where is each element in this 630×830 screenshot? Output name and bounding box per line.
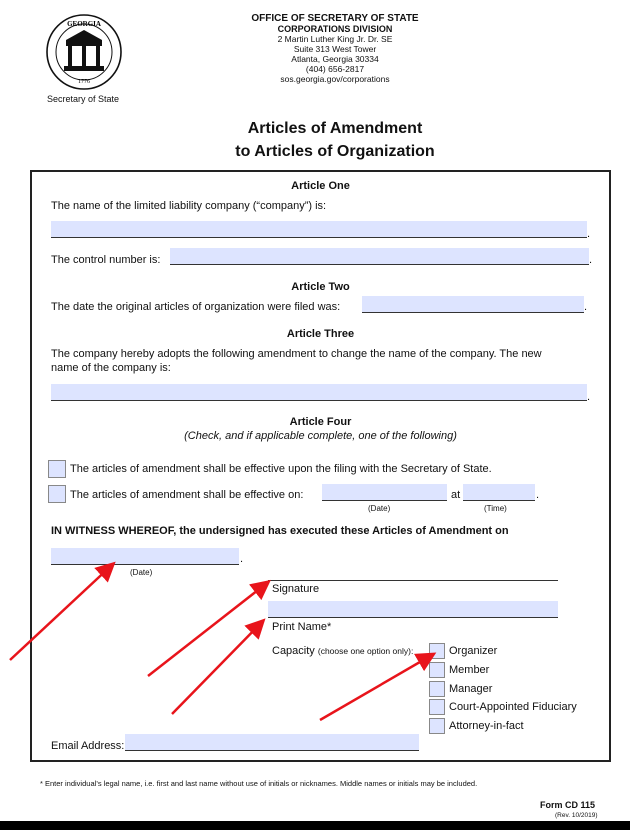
address-line-3: Atlanta, Georgia 30334 [291, 54, 379, 64]
article-three-heading: Article Three [286, 328, 355, 340]
effective-on-filing-label: The articles of amendment shall be effective upon the filing with the Secretary of State. [70, 463, 492, 475]
arrow-to-capacity [320, 655, 432, 720]
document-title: Articles of Amendment [247, 120, 423, 137]
address-line-1: 2 Martin Luther King Jr. Dr. SE [277, 34, 393, 44]
capacity-organizer-label: Organizer [449, 645, 498, 657]
article-two-heading: Article Two [291, 281, 350, 293]
execution-date-caption: (Date) [130, 568, 153, 577]
capacity-manager-label: Manager [449, 683, 493, 695]
office-name: OFFICE OF SECRETARY OF STATE [251, 13, 419, 24]
website-url: sos.georgia.gov/corporations [280, 74, 390, 84]
company-name-prompt: The name of the limited liability company (“company”) is: [51, 200, 327, 212]
page-bottom-bar [0, 821, 630, 830]
article-one-heading: Article One [291, 180, 350, 192]
phone-number: (404) 656-2817 [305, 64, 365, 74]
amendment-statement-line-2: name of the company is: [51, 362, 171, 374]
division-name: CORPORATIONS DIVISION [277, 24, 393, 34]
witness-statement: IN WITNESS WHEREOF, the undersigned has executed these Articles of Amendment on [51, 525, 509, 537]
svg-text:GEORGIA: GEORGIA [67, 20, 101, 28]
capacity-label: Capacity (choose one option only): [272, 645, 414, 657]
amendment-statement-line-1: The company hereby adopts the following amendment to change the name of the company. The new [51, 348, 542, 360]
article-four-heading: Article Four [289, 416, 352, 428]
article-four-instruction: (Check, and if applicable complete, one of the following) [184, 430, 457, 442]
address-line-2: Suite 313 West Tower [293, 44, 377, 54]
effective-date-caption: (Date) [368, 504, 391, 513]
arrow-to-signature [148, 583, 267, 676]
capacity-member-label: Member [449, 664, 490, 676]
seal-caption: Secretary of State [47, 94, 120, 104]
email-label: Email Address: [51, 740, 125, 752]
arrow-to-date [10, 565, 112, 660]
capacity-fiduciary-label: Court-Appointed Fiduciary [449, 701, 577, 713]
svg-text:1776: 1776 [78, 79, 90, 85]
control-number-label: The control number is: [51, 254, 161, 266]
form-number: Form CD 115 [540, 800, 596, 810]
at-label: at [451, 489, 461, 501]
print-name-label: Print Name* [272, 621, 332, 633]
filing-date-prompt: The date the original articles of organization were filed was: [51, 301, 341, 313]
arrow-to-print-name [172, 622, 262, 714]
effective-on-date-label: The articles of amendment shall be effective on: [70, 489, 304, 501]
document-subtitle: to Articles of Organization [235, 143, 435, 160]
signature-label: Signature [272, 583, 320, 595]
legal-name-footnote: * Enter individual’s legal name, i.e. first and last name without use of initials or nicknames. Middle names or initials may be included. [40, 779, 478, 788]
form-revision: (Rev. 10/2019) [555, 812, 598, 819]
capacity-attorney-label: Attorney-in-fact [449, 720, 524, 732]
effective-time-caption: (Time) [484, 504, 507, 513]
